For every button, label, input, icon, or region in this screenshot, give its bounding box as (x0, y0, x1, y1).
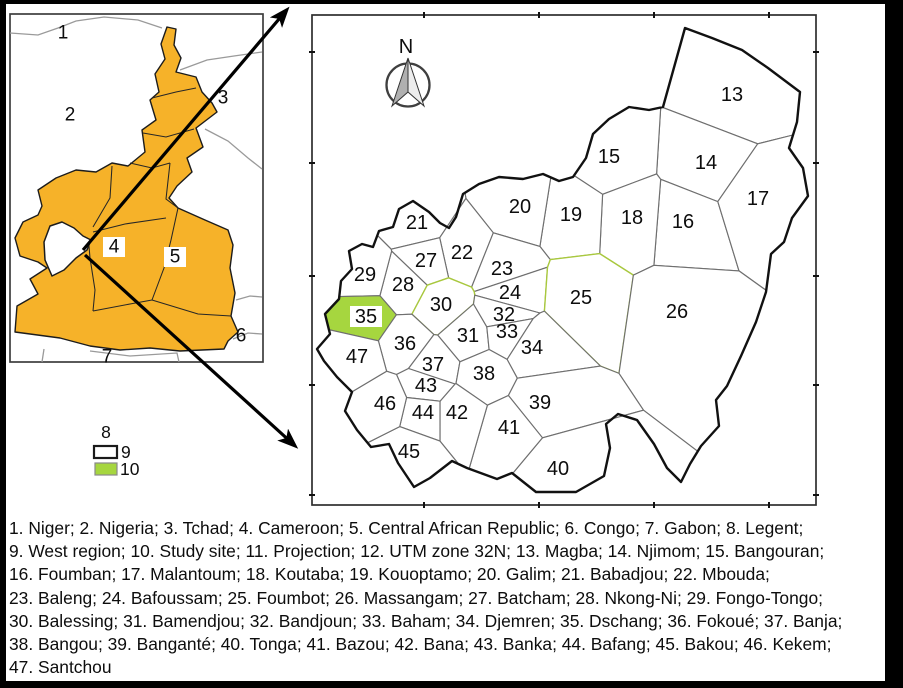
region-number-35: 35 (354, 306, 378, 328)
region-number-28: 28 (391, 274, 415, 296)
region-number-33: 33 (495, 321, 519, 343)
legend-swatch-study-site (95, 463, 117, 475)
inset-number-3: 3 (217, 87, 229, 109)
caption-line: 16. Foumban; 17. Malantoum; 18. Koutaba; 19. Kouoptamo; 20. Galim; 21. Babadjou; 22. Mbouda; (9, 564, 770, 585)
inset-number-6: 6 (235, 325, 247, 347)
caption-line: 9. West region; 10. Study site; 11. Projection; 12. UTM zone 32N; 13. Magba; 14. Njimom; 15. Bangouran; (9, 541, 825, 562)
caption-line: 1. Niger; 2. Nigeria; 3. Tchad; 4. Cameroon; 5. Central African Republic; 6. Congo; 7. Gabon; 8. Legent; (9, 518, 804, 538)
region-number-25: 25 (569, 287, 593, 309)
region-number-47: 47 (345, 346, 369, 368)
region-number-36: 36 (393, 333, 417, 355)
region-number-17: 17 (746, 188, 770, 210)
inset-number-1: 1 (57, 22, 69, 44)
region-number-24: 24 (498, 282, 522, 304)
region-number-39: 39 (528, 392, 552, 414)
region-number-41: 41 (497, 417, 521, 439)
caption-line: 23. Baleng; 24. Bafoussam; 25. Foumbot; 26. Massangam; 27. Batcham; 28. Nkong-Ni; 29. Fongo-Tongo; (9, 587, 823, 608)
region-number-21: 21 (405, 212, 429, 234)
region-number-43: 43 (414, 375, 438, 397)
inset-number-7: 7 (101, 346, 113, 368)
region-number-42: 42 (445, 402, 469, 424)
region-number-23: 23 (490, 258, 514, 280)
inset-number-4: 4 (108, 236, 120, 258)
detail-map (309, 12, 819, 508)
region-number-18: 18 (620, 207, 644, 229)
region-number-29: 29 (353, 264, 377, 286)
legend-label-study-site: 10 (120, 459, 140, 479)
region-number-15: 15 (597, 146, 621, 168)
legend-title: 8 (101, 422, 111, 442)
region-number-13: 13 (720, 84, 744, 106)
caption-line: 30. Balessing; 31. Bamendjou; 32. Bandjoun; 33. Baham; 34. Djemren; 35. Dschang; 36. Fokoué; 37. Banja; (9, 610, 843, 631)
figure-caption (9, 517, 881, 679)
caption-line: 38. Bangou; 39. Banganté; 40. Tonga; 41. Bazou; 42. Bana; 43. Banka; 44. Bafang; 45. Bakou; 46. Kekem; (9, 634, 832, 655)
region-number-22: 22 (450, 242, 474, 264)
region-number-32: 32 (492, 304, 516, 326)
region-number-40: 40 (546, 458, 570, 480)
region-number-20: 20 (508, 196, 532, 218)
region-number-14: 14 (694, 152, 718, 174)
region-number-31: 31 (456, 325, 480, 347)
inset-number-5: 5 (169, 246, 181, 268)
region-number-44: 44 (411, 402, 435, 424)
region-number-27: 27 (414, 250, 438, 272)
inset-map (10, 14, 263, 368)
legend-label-west-region: 9 (121, 442, 131, 462)
region-number-37: 37 (421, 354, 445, 376)
region-number-45: 45 (397, 441, 421, 463)
region-number-26: 26 (665, 301, 689, 323)
region-number-19: 19 (559, 204, 583, 226)
legend (94, 422, 140, 479)
north-arrow (387, 36, 430, 107)
region-number-34: 34 (520, 337, 544, 359)
inset-number-2: 2 (64, 104, 76, 126)
region-number-38: 38 (472, 363, 496, 385)
north-label: N (398, 36, 414, 58)
caption-line: 47. Santchou (9, 657, 112, 678)
legend-swatch-west-region (94, 446, 117, 458)
region-number-30: 30 (429, 294, 453, 316)
region-number-46: 46 (373, 393, 397, 415)
region-number-16: 16 (671, 211, 695, 233)
